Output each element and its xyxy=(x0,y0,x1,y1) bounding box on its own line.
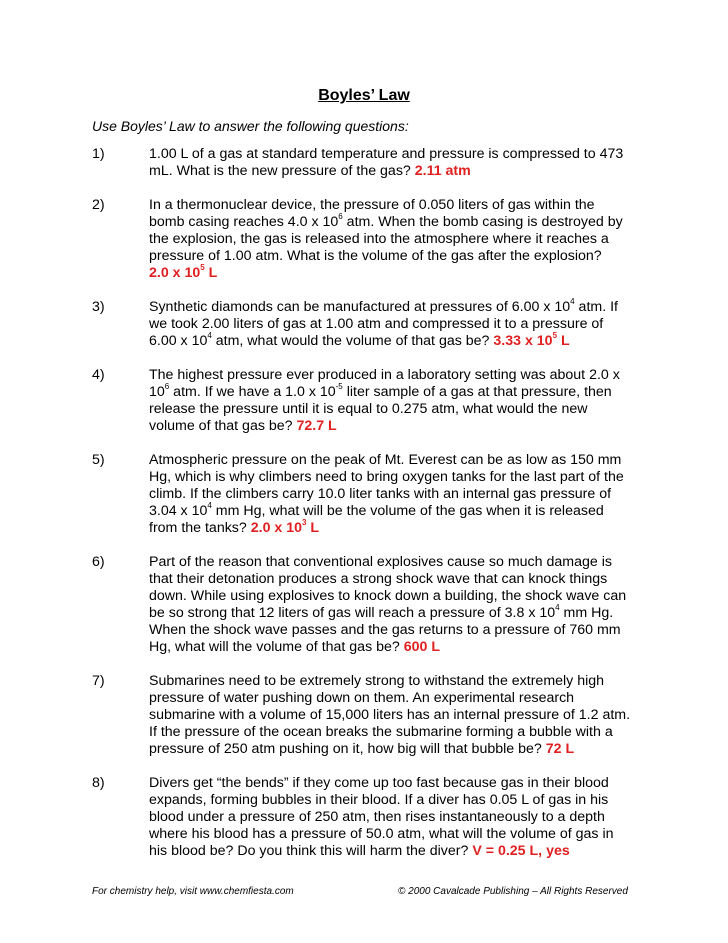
exponent: 4 xyxy=(207,501,212,511)
question-number: 4) xyxy=(92,367,105,383)
question-6 xyxy=(92,554,632,656)
question-text: Divers get “the bends” if they come up too fast because gas in their blood expands, forming bubbles in their blood. If a diver has 0.05 L of gas in his blood under a pressure of 250 atm, then rises instantaneously to a depth where his blood has a pressure of 50.0 atm, what will the volume of gas in his blood be? Do you think this will harm the diver? xyxy=(149,775,614,859)
question-number: 7) xyxy=(92,673,105,689)
footer-copyright: © 2000 Cavalcade Publishing – All Rights Reserved xyxy=(398,886,628,897)
question-text: Submarines need to be extremely strong to withstand the extremely high pressure of water pushing down on them. An experimental research submarine with a volume of 15,000 liters has an internal pressure of 1.2 atm. If the pressure of the ocean breaks the submarine forming a bubble with a pressure of 250 atm pushing on it, how big will that bubble be? xyxy=(149,673,631,757)
answer: 2.0 x $10^5$ L xyxy=(149,263,218,281)
footer-help-link: For chemistry help, visit www.chemfiesta.com xyxy=(92,886,294,897)
question-1 xyxy=(92,146,632,180)
question-text: atm. If we have a 1.0 x 10 xyxy=(169,384,336,400)
exponent: 4 xyxy=(207,331,212,341)
question-5 xyxy=(92,452,632,537)
question-text: atm. When the bomb casing is destroyed by the explosion, the gas is released into the atmosphere where it reaches a pressure of 1.00 atm. What is the volume of the gas after the explosion? xyxy=(149,214,623,264)
exponent: 3 xyxy=(302,518,307,528)
answer: 600 L xyxy=(403,639,441,655)
question-number: 8) xyxy=(92,775,105,791)
instructions: Use Boyles’ Law to answer the following questions: xyxy=(92,118,409,134)
answer: 2.0 x $10^3$ L xyxy=(250,518,320,536)
question-text: 1.00 L of a gas at standard temperature and pressure is compressed to 473 mL. What is the new pressure of the gas? xyxy=(149,146,624,179)
question-7 xyxy=(92,673,632,758)
question-text: atm. If we took 2.00 liters of gas at 1.00 atm and compressed it to a pressure of 6.00 x 10 xyxy=(149,299,618,349)
question-text: atm, what would the volume of that gas be? xyxy=(211,333,494,349)
question-list xyxy=(92,146,632,877)
question-text: mm Hg, what will be the volume of the gas when it is released from the tanks? xyxy=(149,503,604,536)
question-text: liter sample of a gas at that pressure, then release the pressure until it is equal to 0.275 atm, what would the new volume of that gas be? xyxy=(149,384,612,434)
question-number: 5) xyxy=(92,452,105,468)
question-number: 1) xyxy=(92,146,105,162)
question-3 xyxy=(92,299,632,350)
question-text: Synthetic diamonds can be manufactured at pressures of 6.00 x 10 xyxy=(149,299,571,315)
answer: 72.7 L xyxy=(296,418,337,434)
exponent: 5 xyxy=(200,263,205,273)
answer: 3.33 x $10^5$ L xyxy=(493,331,570,349)
question-4 xyxy=(92,367,632,435)
question-text: mm Hg. When the shock wave passes and the gas returns to a pressure of 760 mm Hg, what will the volume of that gas be? xyxy=(149,605,621,655)
exponent: -5 xyxy=(335,382,343,392)
question-number: 6) xyxy=(92,554,105,570)
question-2 xyxy=(92,197,632,282)
question-text: In a thermonuclear device, the pressure of 0.050 liters of gas within the bomb casing reaches 4.0 x 10 xyxy=(149,197,595,230)
exponent: 4 xyxy=(555,603,560,613)
question-number: 3) xyxy=(92,299,105,315)
answer: 72 L xyxy=(545,741,575,757)
question-text: Atmospheric pressure on the peak of Mt. Everest can be as low as 150 mm Hg, which is why climbers need to bring oxygen tanks for the last part of the climb. If the climbers carry 10.0 liter tanks with an internal gas pressure of 3.04 x 10 xyxy=(149,452,624,519)
exponent: 5 xyxy=(552,331,558,341)
page-title: Boyles’ Law xyxy=(318,87,410,104)
question-8 xyxy=(92,775,632,860)
question-text: The highest pressure ever produced in a laboratory setting was about 2.0 x 10 xyxy=(149,367,620,400)
exponent: 6 xyxy=(164,382,170,392)
question-text: Part of the reason that conventional explosives cause so much damage is that their detonation produces a strong shock wave that can knock things down. While using explosives to knock down a building, the shock wave can be so strong that 12 liters of gas will reach a pressure of 3.8 x 10 xyxy=(149,554,627,621)
answer: 2.11 atm xyxy=(414,163,471,179)
question-number: 2) xyxy=(92,197,105,213)
answer: V = 0.25 L, yes xyxy=(472,843,570,859)
exponent: 6 xyxy=(338,212,343,222)
exponent: 4 xyxy=(570,297,575,307)
